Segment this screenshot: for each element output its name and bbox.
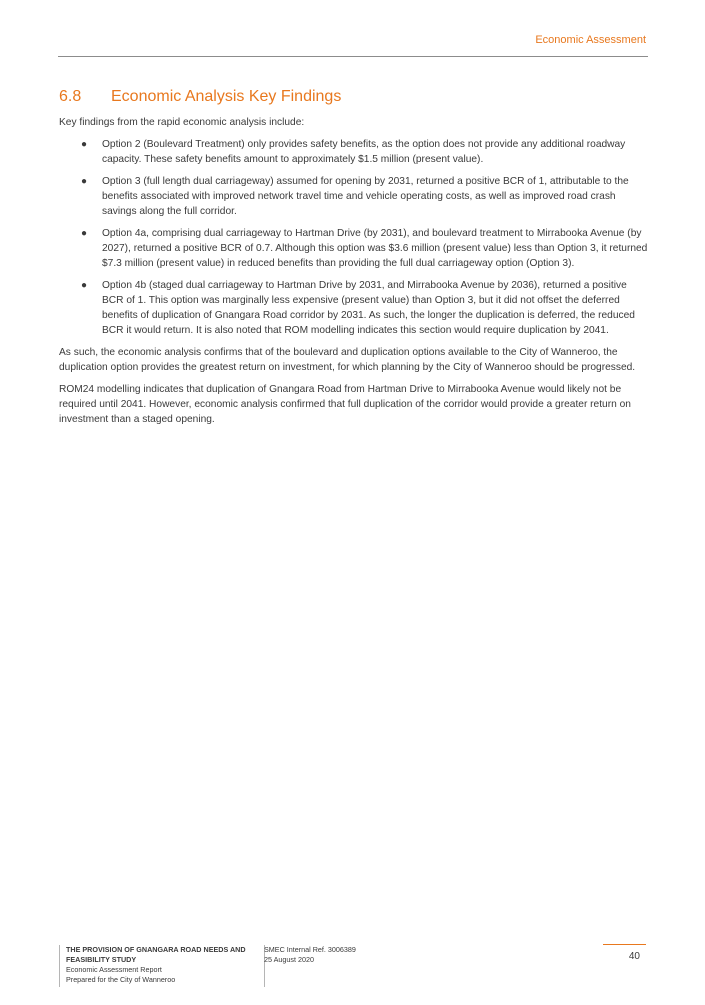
modelling-paragraph: ROM24 modelling indicates that duplication of Gnangara Road from Hartman Drive to Mirrabooka Avenue would likely not be required until 2041. However, economic analysis confirmed that full duplication of the corridor would provide a greater return on investment than a staged opening. (59, 384, 631, 425)
body-content (59, 115, 649, 434)
footer-report-name: Economic Assessment Report (66, 965, 162, 974)
running-header: Economic Assessment (535, 34, 646, 46)
footer-title-line2: FEASIBILITY STUDY (66, 955, 137, 964)
footer-date: 25 August 2020 (264, 955, 314, 964)
footer-report-info (59, 945, 265, 987)
finding-text: Option 3 (full length dual carriageway) assumed for opening by 2031, returned a positive BCR of 1, attributable to the benefits associated with improved network travel time and vehicle operating costs, as well as improved road crash savings along the full corridor. (102, 176, 629, 217)
section-title: Economic Analysis Key Findings (111, 88, 342, 105)
finding-text: Option 4b (staged dual carriageway to Hartman Drive by 2031, and Mirrabooka Avenue by 2036), returned a positive BCR of 1. This option was marginally less expensive (present value) than Option 3, but it did not offset the deferred benefits of duplication of Gnangara Road corridor by 2031. As such, the longer the duplication is deferred, the reduced BCR it would return. It is also noted that ROM modelling indicates this section would require duplication by 2041. (102, 280, 635, 336)
header-divider (58, 56, 648, 57)
finding-item (59, 174, 649, 219)
conclusion-paragraph: As such, the economic analysis confirms that of the boulevard and duplication options available to the City of Wanneroo, the duplication option provides the greatest return on investment, for which planning by the City of Wanneroo should be progressed. (59, 347, 636, 373)
footer-prepared-for: Prepared for the City of Wanneroo (66, 975, 176, 984)
page-number: 40 (628, 951, 640, 962)
bullet-icon: ● (81, 228, 88, 239)
bullet-icon: ● (81, 176, 88, 187)
bullet-icon: ● (81, 139, 88, 150)
footer-page-rule (603, 944, 646, 945)
finding-item (59, 278, 649, 338)
section-number: 6.8 (59, 88, 82, 105)
finding-item (59, 226, 649, 271)
finding-text: Option 4a, comprising dual carriageway to Hartman Drive (by 2031), and boulevard treatment to Mirrabooka Avenue (by 2027), returned a positive BCR of 0.7. Although this option was $3.6 million (present value) less than Option 3, it returned $7.3 million (present value) in reduced benefits than providing the full dual carriageway option (Option 3). (102, 228, 648, 269)
finding-item (59, 137, 649, 167)
footer-title-line1: THE PROVISION OF GNANGARA ROAD NEEDS AND (66, 945, 246, 954)
section-heading (59, 88, 341, 106)
bullet-icon: ● (81, 280, 88, 291)
finding-text: Option 2 (Boulevard Treatment) only provides safety benefits, as the option does not provide any additional roadway capacity. These safety benefits amount to approximately $1.5 million (present value). (102, 139, 626, 165)
findings-list (59, 137, 649, 338)
footer-reference (264, 945, 356, 965)
intro-paragraph: Key findings from the rapid economic analysis include: (59, 117, 305, 128)
footer-ref: SMEC Internal Ref. 3006389 (264, 945, 356, 954)
